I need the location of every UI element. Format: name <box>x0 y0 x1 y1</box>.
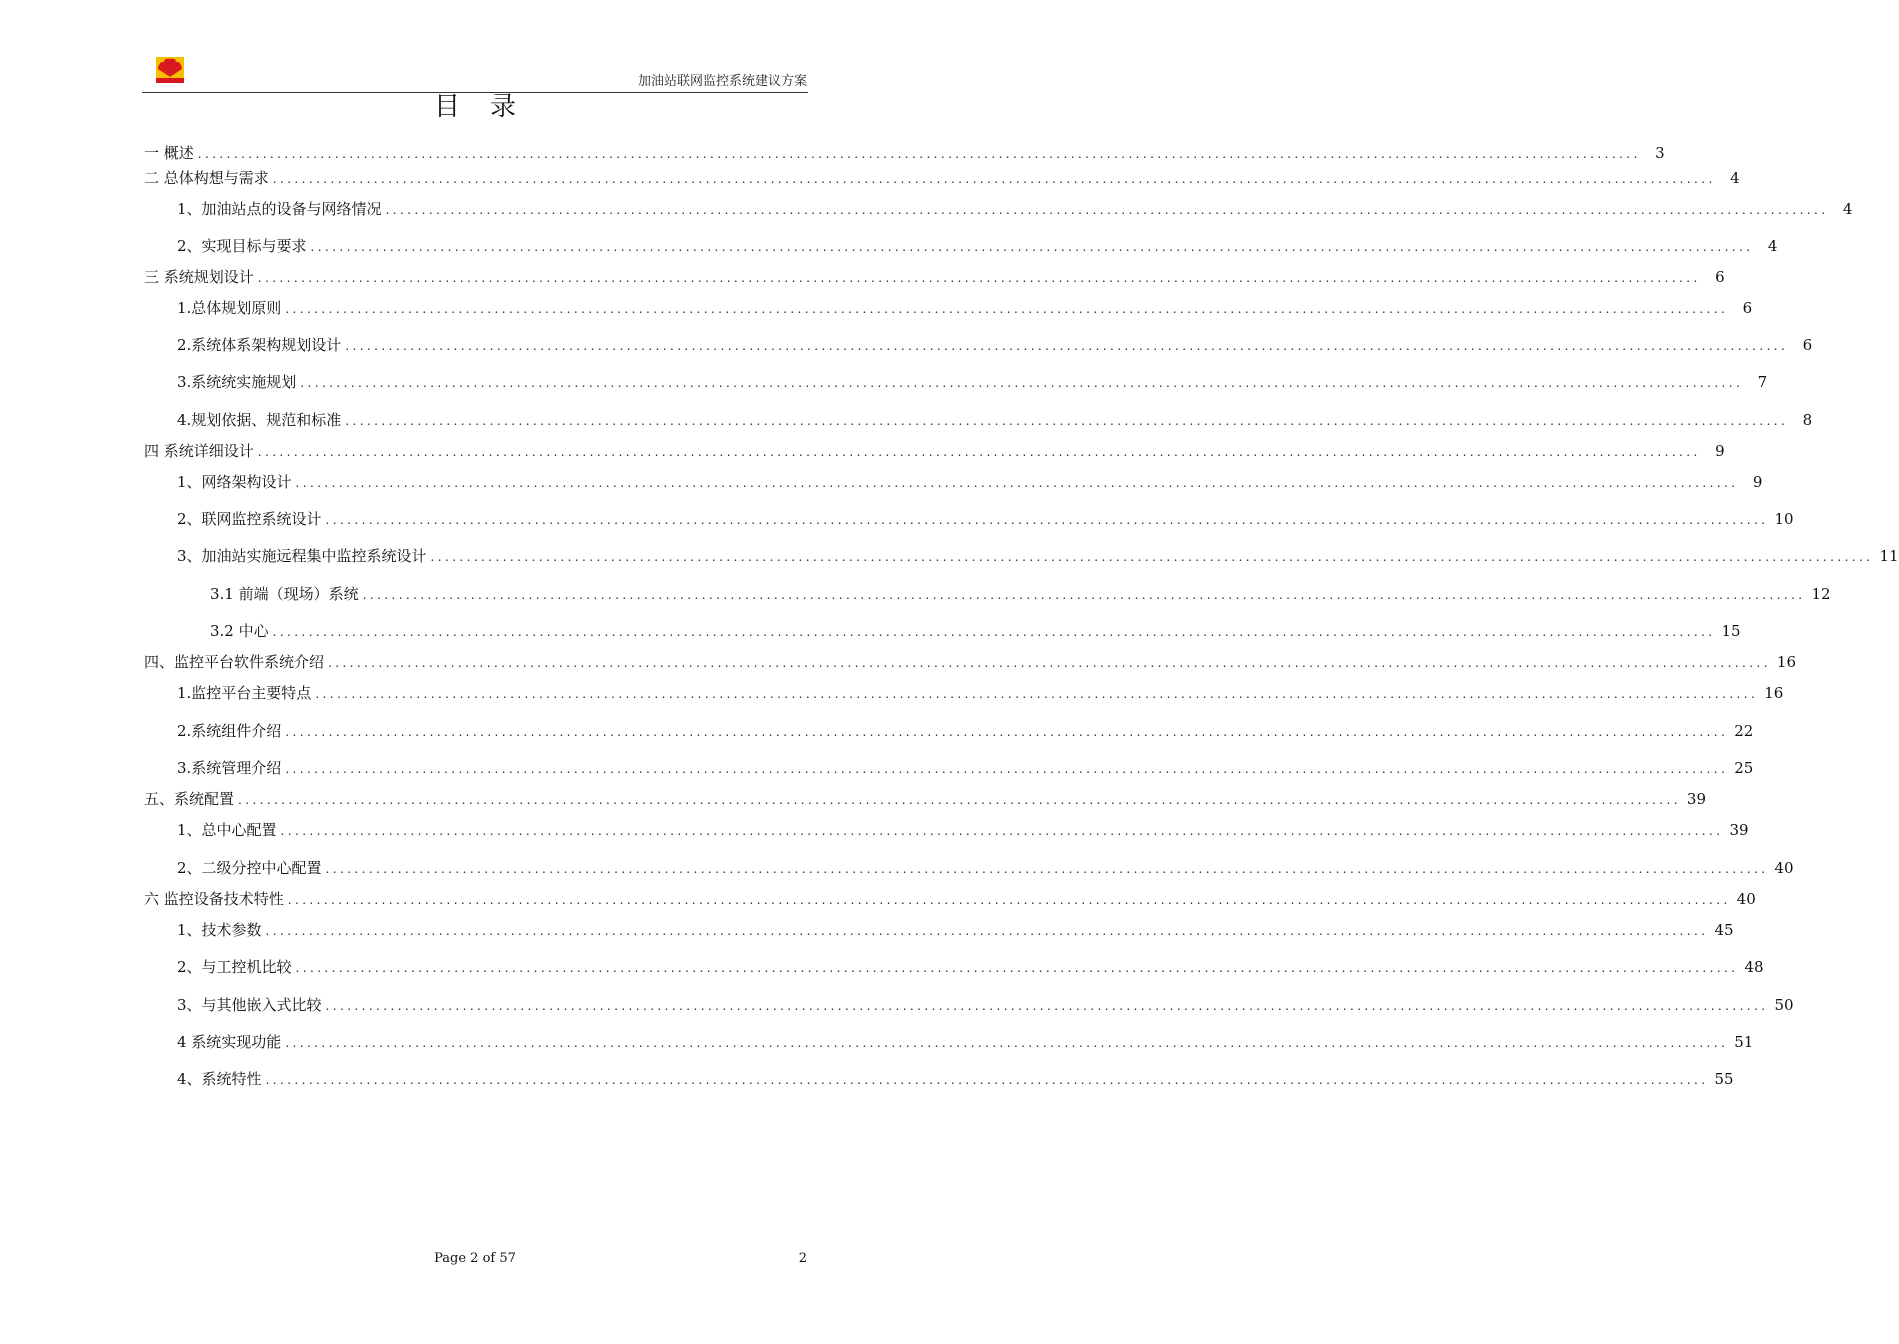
toc-leader-dots: ........................................................................................................................................................................................................ <box>430 550 1874 564</box>
toc-entry[interactable] <box>144 757 1754 779</box>
toc-entry[interactable] <box>144 651 1796 673</box>
toc-entry-page: 40 <box>1774 859 1794 877</box>
toc-entry-label: 四 系统详细设计 <box>144 442 254 460</box>
toc-entry[interactable] <box>144 198 1853 220</box>
toc-leader-dots: ........................................................................................................................................................................................................ <box>265 1073 1709 1087</box>
toc-entry-page: 3 <box>1655 144 1665 162</box>
toc-entry[interactable] <box>144 409 1813 431</box>
toc-leader-dots: ........................................................................................................................................................................................................ <box>238 793 1681 807</box>
toc-entry-label: 4、系统特性 <box>177 1070 262 1088</box>
toc-title: 目录 <box>433 92 546 122</box>
toc-leader-dots: ........................................................................................................................................................................................................ <box>295 961 1739 975</box>
toc-entry-page: 6 <box>1802 336 1813 354</box>
toc-entry-label: 3.1 前端（现场）系统 <box>210 585 359 603</box>
toc-leader-dots: ........................................................................................................................................................................................................ <box>345 414 1789 428</box>
toc-entry-page: 45 <box>1714 921 1734 939</box>
toc-entry-page: 15 <box>1721 622 1741 640</box>
toc-leader-dots: ........................................................................................................................................................................................................ <box>285 1036 1729 1050</box>
toc-leader-dots: ........................................................................................................................................................................................................ <box>285 725 1729 739</box>
toc-entry[interactable] <box>144 235 1778 257</box>
toc-entry[interactable] <box>144 508 1794 530</box>
toc-leader-dots: ........................................................................................................................................................................................................ <box>328 656 1771 670</box>
toc-entry-page: 16 <box>1764 684 1784 702</box>
toc-entry-page: 4 <box>1767 237 1778 255</box>
toc-entry-page: 50 <box>1774 996 1794 1014</box>
toc-entry-page: 48 <box>1744 958 1764 976</box>
toc-entry-label: 1.监控平台主要特点 <box>177 684 312 702</box>
toc-entry-page: 9 <box>1715 442 1725 460</box>
toc-leader-dots: ........................................................................................................................................................................................................ <box>295 476 1739 490</box>
toc-entry-label: 三 系统规划设计 <box>144 268 254 286</box>
toc-entry-label: 1.总体规划原则 <box>177 299 282 317</box>
toc-entry-label: 1、网络架构设计 <box>177 473 292 491</box>
toc-entry-page: 8 <box>1802 411 1813 429</box>
toc-leader-dots: ........................................................................................................................................................................................................ <box>345 339 1789 353</box>
toc-entry-page: 16 <box>1776 653 1796 671</box>
toc-entry[interactable] <box>144 1068 1734 1090</box>
toc-entry-label: 2、二级分控中心配置 <box>177 859 322 877</box>
toc-leader-dots: ........................................................................................................................................................................................................ <box>325 999 1769 1013</box>
toc-leader-dots: ........................................................................................................................................................................................................ <box>362 588 1806 602</box>
toc-entry-label: 4.规划依据、规范和标准 <box>177 411 342 429</box>
toc-entry[interactable] <box>144 720 1754 742</box>
toc-entry-page: 25 <box>1734 759 1754 777</box>
toc-leader-dots: ........................................................................................................................................................................................................ <box>280 824 1724 838</box>
toc-entry-label: 二 总体构想与需求 <box>144 169 269 187</box>
toc-entry-page: 39 <box>1729 821 1749 839</box>
toc-entry-label: 五、系统配置 <box>144 790 235 808</box>
toc-entry-label: 1、技术参数 <box>177 921 262 939</box>
toc-entry[interactable] <box>144 994 1794 1016</box>
toc-entry-label: 一 概述 <box>144 144 194 162</box>
header-title: 加油站联网监控系统建议方案 <box>637 74 807 89</box>
footer-page-number: 2 <box>798 1251 807 1266</box>
toc-entry[interactable] <box>144 583 1831 605</box>
toc-entry[interactable] <box>144 167 1740 189</box>
toc-entry[interactable] <box>144 919 1734 941</box>
toc-entry-page: 11 <box>1879 547 1899 565</box>
toc-entry-label: 2、联网监控系统设计 <box>177 510 322 528</box>
toc-entry[interactable] <box>144 440 1725 462</box>
toc-entry-page: 51 <box>1734 1033 1754 1051</box>
toc-leader-dots: ........................................................................................................................................................................................................ <box>265 924 1709 938</box>
toc-entry-page: 22 <box>1734 722 1754 740</box>
toc-leader-dots: ........................................................................................................................................................................................................ <box>315 687 1759 701</box>
toc-leader-dots: ........................................................................................................................................................................................................ <box>285 762 1729 776</box>
toc-entry[interactable] <box>144 682 1784 704</box>
toc-entry-page: 10 <box>1774 510 1794 528</box>
toc-entry[interactable] <box>144 334 1813 356</box>
toc-entry-page: 9 <box>1752 473 1763 491</box>
toc-entry-page: 39 <box>1686 790 1706 808</box>
toc-entry-label: 4 系统实现功能 <box>177 1033 282 1051</box>
toc-entry-label: 2.系统体系架构规划设计 <box>177 336 342 354</box>
toc-leader-dots: ........................................................................................................................................................................................................ <box>385 203 1829 217</box>
toc-entry-page: 4 <box>1730 169 1740 187</box>
toc-entry-label: 3.系统统实施规划 <box>177 373 297 391</box>
toc-entry[interactable] <box>144 788 1706 810</box>
toc-leader-dots: ........................................................................................................................................................................................................ <box>325 862 1769 876</box>
toc-leader-dots: ........................................................................................................................................................................................................ <box>197 147 1641 161</box>
toc-entry[interactable] <box>144 620 1741 642</box>
toc-entry[interactable] <box>144 956 1764 978</box>
footer-page-label: Page 2 of 57 <box>434 1251 516 1266</box>
toc-entry-page: 6 <box>1742 299 1753 317</box>
toc-entry-label: 1、加油站点的设备与网络情况 <box>177 200 382 218</box>
toc-leader-dots: ........................................................................................................................................................................................................ <box>310 240 1754 254</box>
toc-entry-page: 7 <box>1757 373 1768 391</box>
toc-entry-label: 3.2 中心 <box>210 622 269 640</box>
toc-entry[interactable] <box>144 819 1749 841</box>
toc-entry[interactable] <box>144 266 1725 288</box>
toc-leader-dots: ........................................................................................................................................................................................................ <box>287 893 1731 907</box>
toc-entry-label: 3、与其他嵌入式比较 <box>177 996 322 1014</box>
toc-entry-label: 2.系统组件介绍 <box>177 722 282 740</box>
toc-entry[interactable] <box>144 371 1768 393</box>
toc-entry[interactable] <box>144 888 1756 910</box>
toc-entry-label: 六 监控设备技术特性 <box>144 890 284 908</box>
toc-leader-dots: ........................................................................................................................................................................................................ <box>272 172 1716 186</box>
toc-entry-label: 2、与工控机比较 <box>177 958 292 976</box>
toc-entry-page: 40 <box>1736 890 1756 908</box>
toc-entry-label: 2、实现目标与要求 <box>177 237 307 255</box>
toc-leader-dots: ........................................................................................................................................................................................................ <box>325 513 1769 527</box>
toc-entry-label: 3、加油站实施远程集中监控系统设计 <box>177 547 427 565</box>
toc-entry[interactable] <box>144 857 1794 879</box>
toc-entry-page: 6 <box>1715 268 1725 286</box>
toc-entry-page: 55 <box>1714 1070 1734 1088</box>
toc-entry[interactable] <box>144 1031 1754 1053</box>
toc-entry-label: 1、总中心配置 <box>177 821 277 839</box>
toc-leader-dots: ........................................................................................................................................................................................................ <box>257 445 1701 459</box>
toc-leader-dots: ........................................................................................................................................................................................................ <box>300 376 1744 390</box>
toc-entry-label: 四、监控平台软件系统介绍 <box>144 653 325 671</box>
toc-entry-page: 12 <box>1811 585 1831 603</box>
toc-entry-label: 3.系统管理介绍 <box>177 759 282 777</box>
toc-leader-dots: ........................................................................................................................................................................................................ <box>285 302 1729 316</box>
toc-entry[interactable] <box>144 297 1753 319</box>
toc-leader-dots: ........................................................................................................................................................................................................ <box>272 625 1716 639</box>
toc-leader-dots: ........................................................................................................................................................................................................ <box>257 271 1701 285</box>
toc-entry[interactable] <box>144 142 1665 164</box>
toc-entry[interactable] <box>144 545 1899 567</box>
toc-entry-page: 4 <box>1842 200 1853 218</box>
company-logo-icon <box>156 57 184 83</box>
toc-entry[interactable] <box>144 471 1763 493</box>
